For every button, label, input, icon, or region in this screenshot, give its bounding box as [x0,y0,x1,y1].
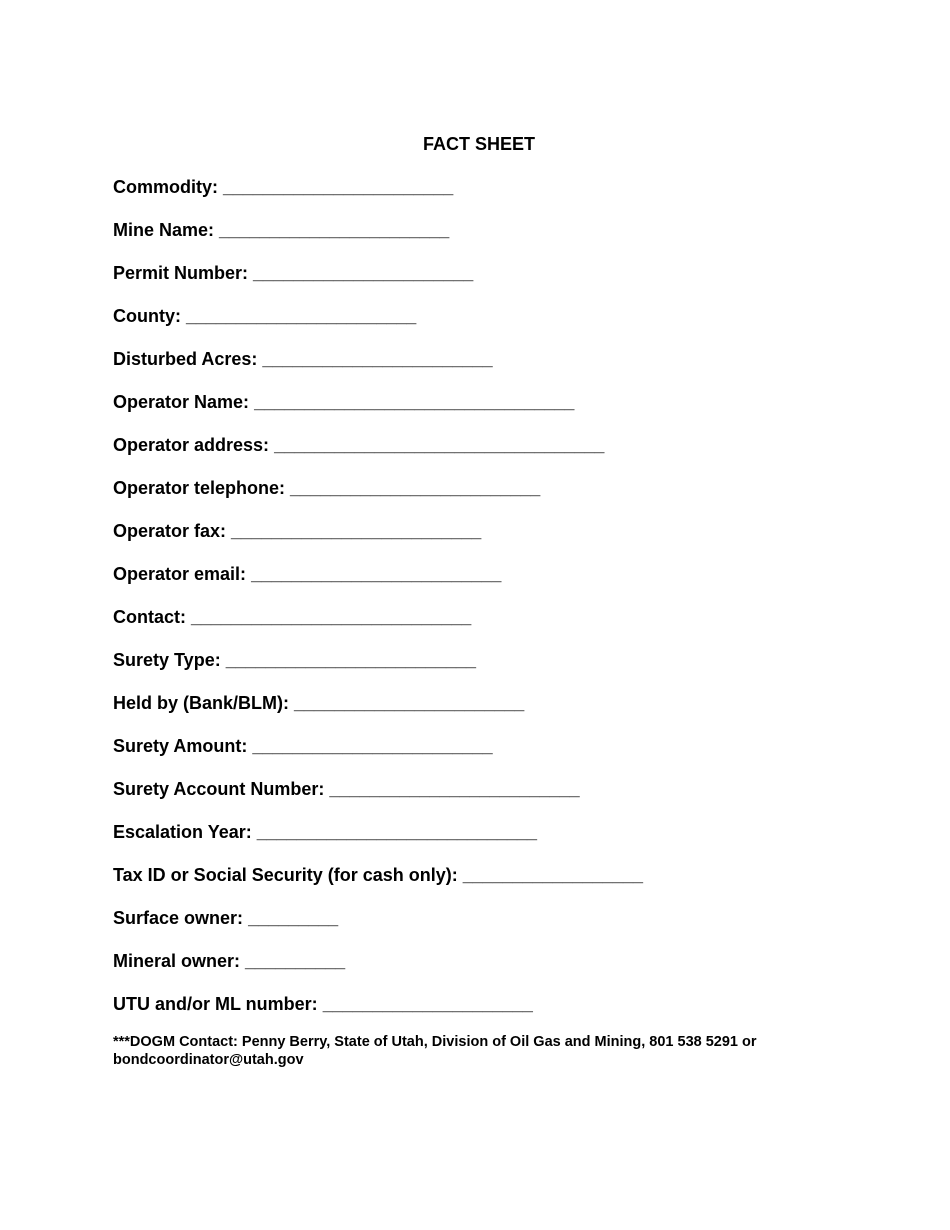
dogm-contact-note [113,1033,833,1069]
fill-in-blank[interactable]: _________________________ [225,650,476,670]
field-label: Operator telephone: [113,478,286,498]
fill-in-blank[interactable]: _______________________ [223,177,454,197]
field-label: Operator address: [113,435,270,455]
fill-in-blank[interactable]: _______________________ [294,693,525,713]
fill-in-blank[interactable]: _________________________ [290,478,541,498]
field-surety-type [113,649,873,692]
field-mine-name [113,219,873,262]
field-label: Tax ID or Social Security (for cash only): [113,865,458,885]
fill-in-blank[interactable]: _______________________ [186,306,417,326]
fill-in-blank[interactable]: _________________________________ [274,435,605,455]
fill-in-blank[interactable]: __________________ [462,865,643,885]
field-label: Contact: [113,607,186,627]
fill-in-blank[interactable]: ____________________________ [256,822,538,842]
page-title: FACT SHEET [422,134,535,154]
field-commodity [113,176,873,219]
field-label: Operator Name: [113,392,250,412]
field-label: Operator email: [113,564,247,584]
field-label: Surety Amount: [113,736,248,756]
fill-in-blank[interactable]: _______________________ [219,220,450,240]
field-label: Surety Account Number: [113,779,325,799]
field-list [113,176,873,1036]
field-county [113,305,873,348]
field-contact [113,606,873,649]
fill-in-blank[interactable]: _________ [248,908,339,928]
field-escalation-year [113,821,873,864]
field-surface-owner [113,907,873,950]
field-held-by [113,692,873,735]
field-label: Operator fax: [113,521,227,541]
field-utu-ml-number [113,993,873,1036]
fill-in-blank[interactable]: ______________________ [253,263,474,283]
field-label: Mine Name: [113,220,215,240]
fill-in-blank[interactable]: _______________________ [262,349,493,369]
field-operator-name [113,391,873,434]
field-label: Permit Number: [113,263,249,283]
fill-in-blank[interactable]: __________ [245,951,346,971]
field-label: Held by (Bank/BLM): [113,693,290,713]
field-label: Surface owner: [113,908,244,928]
fill-in-blank[interactable]: _________________________ [231,521,482,541]
field-surety-account-number [113,778,873,821]
field-label: Commodity: [113,177,218,197]
field-tax-id [113,864,873,907]
field-label: Escalation Year: [113,822,252,842]
contact-email: bondcoordinator@utah.gov [113,1052,304,1068]
field-operator-telephone [113,477,873,520]
field-operator-email [113,563,873,606]
fill-in-blank[interactable]: _____________________ [322,994,533,1014]
field-permit-number [113,262,873,305]
fill-in-blank[interactable]: _________________________ [329,779,580,799]
fill-in-blank[interactable]: ________________________________ [254,392,575,412]
field-label: Disturbed Acres: [113,349,258,369]
field-label: Surety Type: [113,650,221,670]
field-operator-address [113,434,873,477]
fill-in-blank[interactable]: _________________________ [251,564,502,584]
field-label: County: [113,306,181,326]
fill-in-blank[interactable]: ________________________ [252,736,493,756]
field-surety-amount [113,735,873,778]
field-operator-fax [113,520,873,563]
fill-in-blank[interactable]: ____________________________ [191,607,472,627]
field-label: UTU and/or ML number: [113,994,318,1014]
field-mineral-owner [113,950,873,993]
field-label: Mineral owner: [113,951,241,971]
field-disturbed-acres [113,348,873,391]
contact-note-line: ***DOGM Contact: Penny Berry, State of Utah, Division of Oil Gas and Mining, 801 538 5291 or [113,1034,757,1050]
